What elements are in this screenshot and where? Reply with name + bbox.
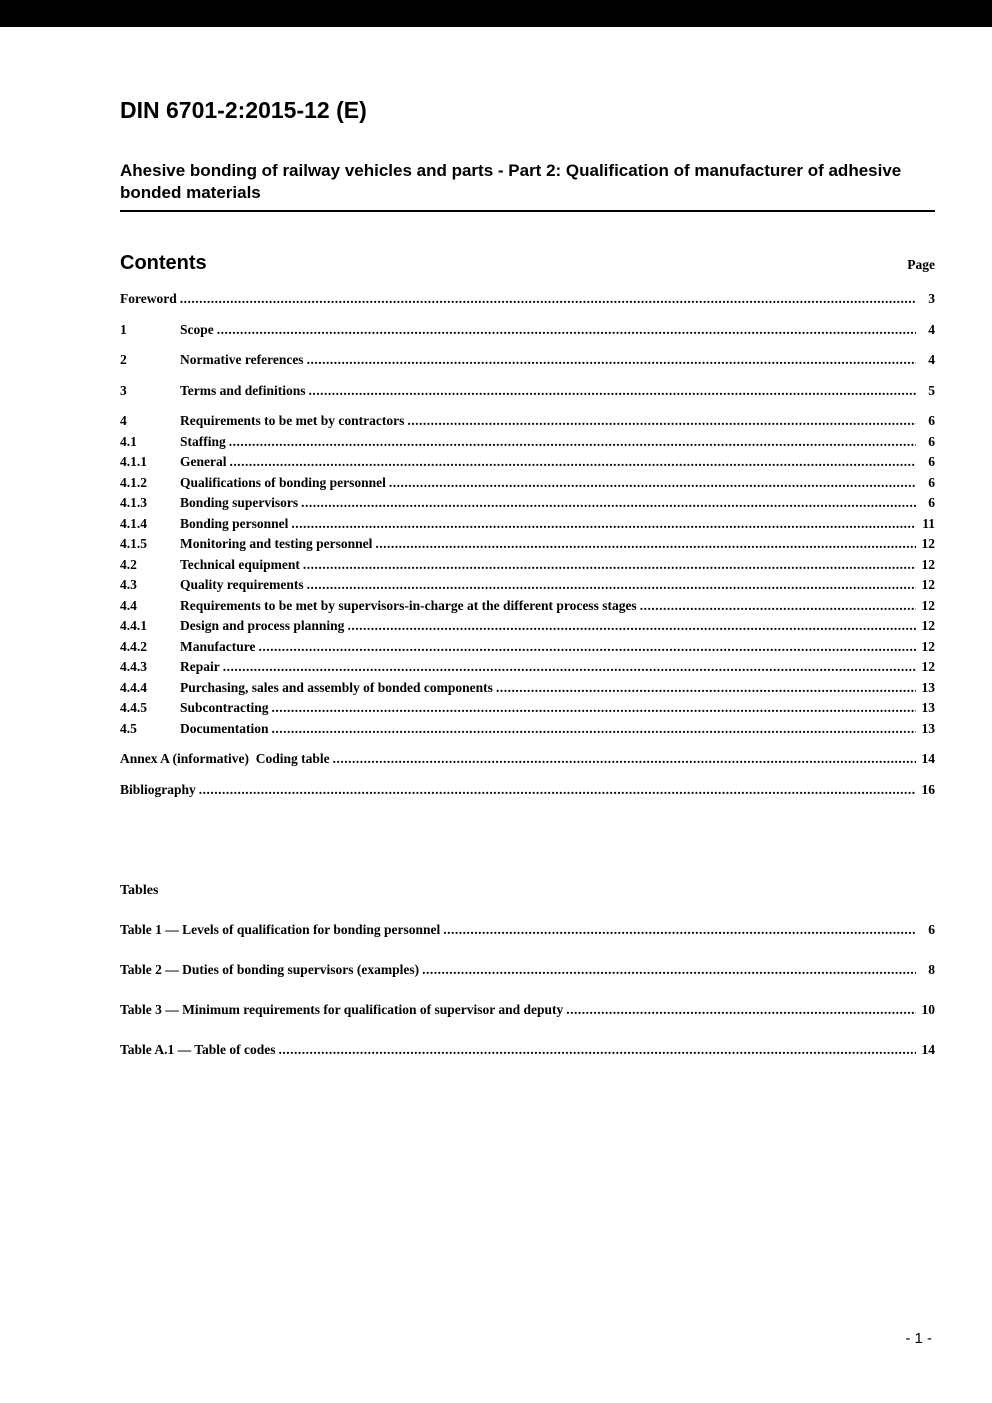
toc-entry-page: 6: [928, 474, 935, 490]
toc-entry-title: Bibliography: [120, 781, 196, 797]
toc-entry-title: Requirements to be met by supervisors-in-charge at the different process stages: [180, 597, 637, 613]
toc-entry-row: [120, 678, 935, 699]
toc-entry-row: [120, 320, 935, 341]
toc-entry-number: 2: [120, 352, 127, 367]
toc-entry-title: General: [180, 454, 227, 469]
toc-entry-title: Bonding supervisors: [180, 495, 299, 510]
toc-entry-page: 6: [928, 454, 935, 469]
toc-entry-page: 5: [928, 382, 935, 398]
toc-entry-title: Scope: [180, 321, 214, 337]
toc-entry-page: 14: [921, 751, 935, 766]
toc-leader-dots: [180, 289, 916, 310]
toc-entry-title: Documentation: [180, 720, 269, 736]
document-subtitle: Ahesive bonding of railway vehicles and parts - Part 2: Qualification of manufacturer of adhesive bonded materials: [120, 161, 902, 202]
toc-entry-row: [120, 575, 935, 596]
toc-entry-row: [120, 616, 935, 637]
toc-entry-number: 4: [120, 413, 127, 428]
toc-entry-row: [120, 514, 935, 535]
toc-entry-row: [120, 432, 935, 453]
toc-entry-title: Terms and definitions: [180, 382, 306, 398]
toc-entry-row: [120, 698, 935, 719]
toc-entry-number: 4.4.3: [120, 659, 147, 674]
toc-entry-title: Monitoring and testing personnel: [180, 536, 373, 551]
toc-entry-row: [120, 637, 935, 658]
toc-entry-page: 16: [921, 781, 935, 797]
toc-entry-row: [120, 749, 935, 770]
tables-entry-row: [120, 1000, 935, 1020]
toc-entry-page: 4: [928, 352, 935, 367]
page-column-label: Page: [907, 257, 935, 272]
toc-entry-number: 3: [120, 382, 127, 398]
toc-leader-dots: [407, 411, 916, 432]
toc-entry-row: [120, 780, 935, 801]
toc-leader-dots: [640, 596, 916, 617]
toc-leader-dots: [223, 657, 916, 678]
toc-entry-number: 4.4.2: [120, 638, 147, 654]
toc-entry-page: 11: [922, 515, 935, 531]
toc-entry-row: [120, 473, 935, 494]
toc-leader-dots: [347, 616, 916, 637]
toc-leader-dots: [307, 575, 916, 596]
tables-leader-dots: [566, 1000, 916, 1020]
title-divider-rule: [120, 210, 935, 212]
toc-entry-title: Manufacture: [180, 638, 256, 654]
toc-entry-title: Requirements to be met by contractors: [180, 413, 405, 428]
tables-entry-title: Table 1 — Levels of qualification for bonding personnel: [120, 922, 441, 937]
tables-entry-title: Table 2 — Duties of bonding supervisors (examples): [120, 962, 420, 977]
toc-entry-title: Normative references: [180, 352, 304, 367]
tables-section-heading: Tables: [120, 883, 159, 898]
toc-entry-number: 4.2: [120, 556, 137, 572]
toc-leader-dots: [291, 514, 916, 535]
toc-entry-title: Technical equipment: [180, 556, 300, 572]
tables-entry-row: [120, 960, 935, 980]
toc-entry-row: [120, 381, 935, 402]
toc-entry-page: 12: [921, 659, 935, 674]
toc-entry-page: 3: [928, 291, 935, 306]
tables-entry-row: [120, 1040, 935, 1060]
toc-entry-number: 4.4.1: [120, 618, 147, 633]
tables-entry-page: 8: [928, 962, 935, 977]
toc-entry-number: 4.1.5: [120, 536, 147, 551]
toc-leader-dots: [333, 749, 916, 770]
table-of-contents: [120, 289, 935, 800]
tables-entry-page: 10: [921, 1002, 935, 1017]
toc-entry-page: 13: [921, 700, 935, 715]
toc-leader-dots: [301, 493, 916, 514]
toc-entry-title: Repair: [180, 659, 220, 674]
toc-entry-page: 13: [921, 679, 935, 695]
toc-leader-dots: [229, 432, 916, 453]
toc-entry-page: 13: [921, 720, 935, 736]
toc-entry-title: Purchasing, sales and assembly of bonded components: [180, 679, 493, 695]
toc-entry-title: Bonding personnel: [180, 515, 289, 531]
toc-entry-row: [120, 452, 935, 473]
toc-entry-row: [120, 555, 935, 576]
toc-entry-row: [120, 411, 935, 432]
toc-entry-row: [120, 719, 935, 740]
toc-entry-title: Qualifications of bonding personnel: [180, 474, 386, 490]
toc-entry-row: [120, 596, 935, 617]
document-id-title: DIN 6701-2:2015-12 (E): [120, 97, 367, 123]
toc-leader-dots: [230, 452, 917, 473]
toc-entry-title: Staffing: [180, 433, 226, 449]
toc-entry-page: 12: [921, 577, 935, 592]
toc-entry-page: 6: [928, 413, 935, 428]
contents-header-row: [120, 250, 935, 276]
toc-entry-page: 6: [928, 495, 935, 510]
toc-leader-dots: [272, 698, 916, 719]
toc-leader-dots: [375, 534, 916, 555]
page-content: [0, 96, 992, 1060]
toc-leader-dots: [259, 637, 917, 658]
toc-entry-row: [120, 350, 935, 371]
tables-list: [120, 920, 935, 1060]
toc-entry-number: 4.1.2: [120, 474, 147, 490]
toc-entry-number: 4.1: [120, 433, 137, 449]
toc-entry-title: Design and process planning: [180, 618, 345, 633]
tables-leader-dots: [422, 960, 916, 980]
toc-entry-title: Annex A (informative) Coding table: [120, 751, 330, 766]
tables-entry-title: Table A.1 — Table of codes: [120, 1042, 276, 1057]
top-border-bar: [0, 0, 992, 27]
toc-entry-number: 4.1.3: [120, 495, 147, 510]
toc-leader-dots: [309, 381, 916, 402]
toc-entry-page: 12: [921, 597, 935, 613]
toc-entry-page: 4: [928, 321, 935, 337]
toc-leader-dots: [496, 678, 916, 699]
toc-entry-number: 4.4: [120, 597, 137, 613]
tables-entry-row: [120, 920, 935, 940]
toc-entry-page: 12: [921, 556, 935, 572]
toc-entry-row: [120, 493, 935, 514]
toc-entry-number: 4.1.1: [120, 454, 147, 469]
toc-leader-dots: [307, 350, 916, 371]
tables-entry-title: Table 3 — Minimum requirements for qualification of supervisor and deputy: [120, 1002, 564, 1017]
toc-entry-row: [120, 657, 935, 678]
toc-entry-number: 4.4.4: [120, 679, 147, 695]
toc-entry-title: Subcontracting: [180, 700, 269, 715]
toc-entry-row: [120, 534, 935, 555]
toc-entry-page: 6: [928, 433, 935, 449]
toc-entry-title: Foreword: [120, 291, 177, 306]
tables-entry-page: 14: [921, 1042, 935, 1057]
toc-entry-number: 4.1.4: [120, 515, 147, 531]
contents-heading: Contents: [120, 252, 207, 274]
toc-leader-dots: [303, 555, 916, 576]
tables-entry-page: 6: [928, 922, 935, 937]
toc-entry-page: 12: [921, 638, 935, 654]
toc-leader-dots: [199, 780, 916, 801]
tables-leader-dots: [443, 920, 916, 940]
toc-entry-page: 12: [921, 618, 935, 633]
toc-leader-dots: [272, 719, 917, 740]
toc-entry-row: [120, 289, 935, 310]
toc-entry-number: 4.5: [120, 720, 137, 736]
toc-entry-title: Quality requirements: [180, 577, 304, 592]
tables-leader-dots: [279, 1040, 916, 1060]
toc-leader-dots: [389, 473, 916, 494]
footer-page-number: - 1 -: [905, 1330, 932, 1347]
toc-entry-number: 4.3: [120, 577, 137, 592]
toc-entry-number: 4.4.5: [120, 700, 147, 715]
toc-entry-number: 1: [120, 321, 127, 337]
toc-entry-page: 12: [921, 536, 935, 551]
toc-leader-dots: [217, 320, 916, 341]
